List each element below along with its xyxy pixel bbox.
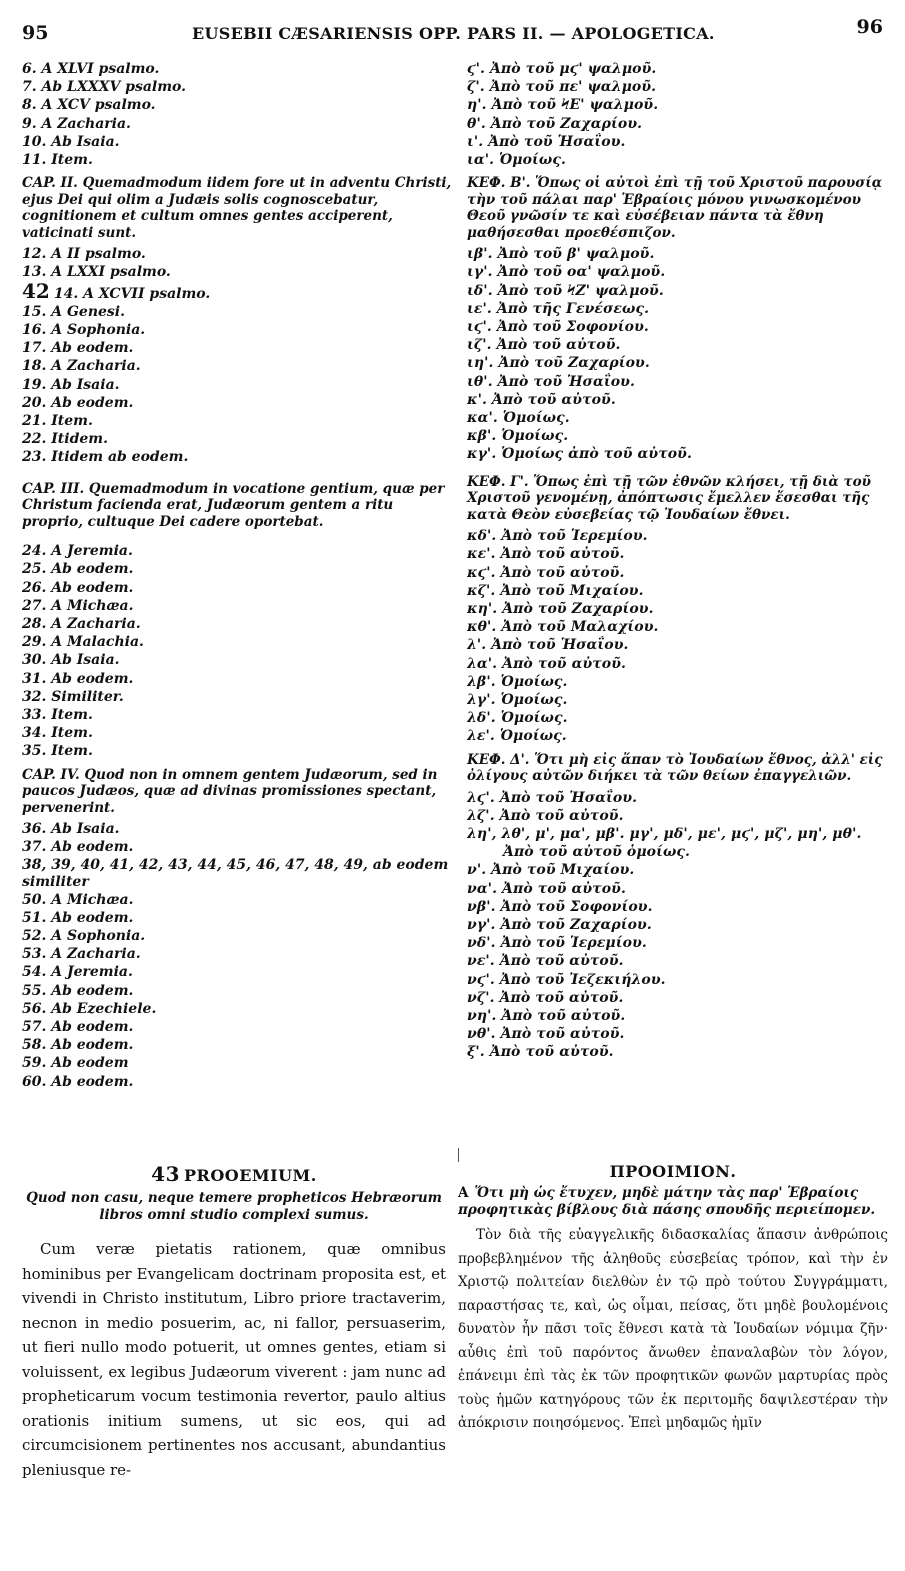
list-item: κβ'. Ὁμοίως. — [467, 428, 569, 445]
list-item: ιδ'. Ἀπὸ τοῦ ϞΖ' ψαλμοῦ. — [467, 282, 664, 299]
list-item: 56. Ab Ezechiele. — [22, 1000, 157, 1017]
list-item: 60. Ab eodem. — [22, 1073, 134, 1090]
list-item: 27. A Michæa. — [22, 597, 134, 614]
list-item: 16. A Sophonia. — [22, 322, 146, 339]
list-item: 30. Ab Isaia. — [22, 652, 120, 669]
list-item: 35. Item. — [22, 743, 93, 760]
latin-list-4 — [22, 820, 452, 1091]
list-item: λγ'. Ὁμοίως. — [467, 691, 568, 708]
list-item: 25. Ab eodem. — [22, 561, 134, 578]
greek-list-3 — [467, 527, 887, 745]
list-item: κ'. Ἀπὸ τοῦ αὐτοῦ. — [467, 391, 616, 408]
list-item: νδ'. Ἀπὸ τοῦ Ἱερεμίου. — [467, 935, 647, 952]
list-item: Ἀπὸ τοῦ αὐτοῦ ὁμοίως. — [503, 844, 691, 861]
list-item: ξ'. Ἀπὸ τοῦ αὐτοῦ. — [467, 1044, 614, 1061]
list-item: λη', λθ', μ', μα', μβ'. μγ', μδ', με', μϛ', μζ', μη', μθ'. — [467, 826, 862, 842]
list-item: ιγ'. Ἀπὸ τοῦ οα' ψαλμοῦ. — [467, 264, 666, 281]
list-item: ια'. Ὁμοίως. — [467, 152, 566, 169]
list-item: 29. A Malachia. — [22, 634, 144, 651]
column-divider — [458, 1148, 459, 1162]
page-header — [22, 16, 883, 46]
margin-marker: A — [458, 1185, 469, 1201]
list-item: νβ'. Ἀπὸ τοῦ Σοφονίου. — [467, 898, 653, 915]
list-item: λ'. Ἀπὸ τοῦ Ἡσαΐου. — [467, 637, 629, 654]
list-item: ιβ'. Ἀπὸ τοῦ β' ψαλμοῦ. — [467, 246, 655, 263]
list-item: ιη'. Ἀπὸ τοῦ Ζαχαρίου. — [467, 355, 650, 372]
prooemium-title-text: PROOEMIUM. — [184, 1166, 317, 1185]
list-item: ζ'. Ἀπὸ τοῦ πε' ψαλμοῦ. — [467, 79, 657, 96]
prooemium-title-latin — [22, 1162, 446, 1186]
list-item: κα'. Ὁμοίως. — [467, 410, 570, 427]
list-item: να'. Ἀπὸ τοῦ αὐτοῦ. — [467, 880, 626, 897]
list-item: κγ'. Ὁμοίως ἀπὸ τοῦ αὐτοῦ. — [467, 446, 692, 463]
list-item: 24. A Jeremia. — [22, 543, 133, 560]
list-item: νγ'. Ἀπὸ τοῦ Ζαχαρίου. — [467, 917, 652, 934]
list-item: νϛ'. Ἀπὸ τοῦ Ἰεζεκιήλου. — [467, 971, 666, 988]
list-item: 53. A Zacharia. — [22, 946, 141, 963]
list-item: 20. Ab eodem. — [22, 394, 134, 411]
chapter-heading-latin-3: CAP. III. Quemadmodum in vocatione gentium, quæ per Christum facienda erat, Judæorum gentem a ritu proprio, cultuque Dei cadere oportebat. — [22, 480, 445, 530]
chapter-heading-latin-2: CAP. II. Quemadmodum iidem fore ut in adventu Christi, ejus Dei qui olim a Judæis solis cognoscebatur, cognitionem et cultum omnes gentes acciperent, vaticinati sunt. — [22, 175, 452, 241]
list-item: 8. A XCV psalmo. — [22, 97, 156, 114]
margin-page-number: 42 — [22, 281, 50, 303]
prooemium-subtitle-latin: Quod non casu, neque temere propheticos Hebræorum libros omni studio complexi sumus. — [26, 1190, 442, 1223]
list-item: 19. Ab Isaia. — [22, 376, 120, 393]
list-item: 51. Ab eodem. — [22, 909, 134, 926]
list-item: 52. A Sophonia. — [22, 927, 146, 944]
prooemium-greek — [458, 1162, 888, 1436]
greek-list-4 — [467, 789, 887, 1062]
chapter-heading-greek-3: ΚΕΦ. Γ'. Ὅπως ἐπὶ τῇ τῶν ἐθνῶν κλήσει, τῇ διὰ τοῦ Χριστοῦ γενομένῃ, ἀπόπτωσις ἔμελλεν ἔσεσθαι τῆς κατὰ Θεὸν εὐσεβείας τῷ Ἰουδαίων ἔθνει. — [467, 473, 871, 523]
greek-index-column — [467, 60, 887, 1062]
list-item: 11. Item. — [22, 152, 93, 169]
list-item: 59. Ab eodem — [22, 1055, 129, 1072]
list-item: 7. Ab LXXXV psalmo. — [22, 79, 187, 96]
list-item: 13. A LXXI psalmo. — [22, 264, 171, 281]
latin-index-column — [22, 60, 452, 1091]
list-item: 33. Item. — [22, 706, 93, 723]
list-item — [22, 282, 452, 303]
greek-list-1 — [467, 60, 887, 169]
greek-list-2 — [467, 245, 887, 463]
list-item: λε'. Ὁμοίως. — [467, 728, 567, 745]
chapter-heading-latin-4: CAP. IV. Quod non in omnem gentem Judæorum, sed in paucos Judæos, quæ ad divinas promissiones spectant, pervenerint. — [22, 766, 438, 816]
list-item: 50. A Michæa. — [22, 891, 134, 908]
list-item: 31. Ab eodem. — [22, 670, 134, 687]
list-item: η'. Ἀπὸ τοῦ ϞΕ' ψαλμοῦ. — [467, 97, 659, 114]
list-item: 34. Item. — [22, 725, 93, 742]
latin-list-1 — [22, 60, 452, 169]
list-item: νε'. Ἀπὸ τοῦ αὐτοῦ. — [467, 953, 624, 970]
prooemium-body-greek: Τὸν διὰ τῆς εὐαγγελικῆς διδασκαλίας ἅπασιν ἀνθρώποις προβεβλημένον τῆς ἀληθοῦς εὐσεβείας τρόπον, καὶ τὴν ἐν Χριστῷ πολιτείαν διελθὼν ἐν τῷ πρὸ τούτου Συγγράμματι, παραστήσας τε, καὶ, ὡς οἶμαι, πείσας, ὅτι μηδὲ βουλομένοις δυνατὸν ἦν πᾶσι τοῖς ἔθνεσι κατὰ τὰ Ἰουδαίων νόμιμα ζῆν· αὖθις ἐπὶ τοῦ παρόντος ἄνωθεν ἐπαναλαβὼν τὸν λόγον, ἐπάνειμι ἐπὶ τὰς ἐκ τῶν προφητικῶν φωνῶν μαρτυρίας πρὸς τοὺς ἡμῶν κατηγόρους τῶν ἐκ περιτομῆς δαψιλεστέραν τὴν ἀπόκρισιν ποιησόμενος. Ἐπεὶ μηδαμῶς ἡμῖν — [458, 1227, 888, 1431]
page-number-left: 95 — [22, 22, 49, 44]
list-item: 22. Itidem. — [22, 431, 108, 448]
list-item: 58. Ab eodem. — [22, 1037, 134, 1054]
list-item: 54. A Jeremia. — [22, 964, 133, 981]
list-item: 6. A XLVI psalmo. — [22, 61, 160, 77]
list-item: κθ'. Ἀπὸ τοῦ Μαλαχίου. — [467, 619, 659, 636]
list-item: κζ'. Ἀπὸ τοῦ Μιχαίου. — [467, 582, 644, 599]
list-item: θ'. Ἀπὸ τοῦ Ζαχαρίου. — [467, 115, 643, 132]
list-item: λα'. Ἀπὸ τοῦ αὐτοῦ. — [467, 655, 627, 672]
list-item: ϛ'. Ἀπὸ τοῦ μϛ' ψαλμοῦ. — [467, 61, 657, 77]
list-item: λϛ'. Ἀπὸ τοῦ Ἡσαΐου. — [467, 789, 638, 806]
list-item: ιζ'. Ἀπὸ τοῦ αὐτοῦ. — [467, 337, 621, 354]
list-item: 57. Ab eodem. — [22, 1018, 134, 1035]
list-item: ιθ'. Ἀπὸ τοῦ Ἡσαΐου. — [467, 373, 635, 390]
latin-list-2 — [22, 245, 452, 466]
list-item: 17. Ab eodem. — [22, 340, 134, 357]
list-item: κη'. Ἀπὸ τοῦ Ζαχαρίου. — [467, 600, 654, 617]
list-item: νη'. Ἀπὸ τοῦ αὐτοῦ. — [467, 1008, 626, 1025]
list-item: 32. Similiter. — [22, 688, 124, 705]
list-item: ιϛ'. Ἀπὸ τοῦ Σοφονίου. — [467, 319, 649, 336]
page-number-right: 96 — [856, 16, 883, 38]
prooemium-latin — [22, 1162, 446, 1482]
list-item: κδ'. Ἀπὸ τοῦ Ἱερεμίου. — [467, 528, 648, 545]
list-item: κε'. Ἀπὸ τοῦ αὐτοῦ. — [467, 546, 625, 563]
list-item: 23. Itidem ab eodem. — [22, 449, 189, 466]
margin-page-number: 43 — [151, 1162, 180, 1186]
list-item: λζ'. Ἀπὸ τοῦ αὐτοῦ. — [467, 807, 624, 824]
list-item: 36. Ab Isaia. — [22, 821, 120, 838]
chapter-heading-greek-4: ΚΕΦ. Δ'. Ὅτι μὴ εἰς ἅπαν τὸ Ἰουδαίων ἔθνος, ἀλλ' εἰς ὀλίγους αὐτῶν διήκει τὰ τῶν θείων ἐπαγγελιῶν. — [467, 751, 883, 785]
list-item: 9. A Zacharia. — [22, 115, 131, 132]
list-item: 10. Ab Isaia. — [22, 133, 120, 150]
list-item: κϛ'. Ἀπὸ τοῦ αὐτοῦ. — [467, 564, 625, 581]
list-item: 26. Ab eodem. — [22, 579, 134, 596]
list-item-text: 14. A XCVII psalmo. — [53, 285, 211, 302]
list-item: λδ'. Ὁμοίως. — [467, 710, 568, 727]
list-item: 12. A II psalmo. — [22, 246, 146, 263]
list-item: 15. A Genesi. — [22, 303, 125, 320]
prooemium-subtitle-greek — [458, 1185, 888, 1218]
prooemium-title-greek: ΠΡΟΟΙΜΙΟΝ. — [609, 1162, 737, 1181]
prooemium-subtitle-text: Ὅτι μὴ ὡς ἔτυχεν, μηδὲ μάτην τὰς παρ' Ἑβραίοις προφητικὰς βίβλους διὰ πάσης σπουδῆς περιείπομεν. — [458, 1185, 876, 1218]
list-item: 18. A Zacharia. — [22, 358, 141, 375]
list-item: 28. A Zacharia. — [22, 615, 141, 632]
list-item: 37. Ab eodem. — [22, 839, 134, 856]
chapter-heading-greek-2: ΚΕΦ. Β'. Ὅπως οἱ αὐτοὶ ἐπὶ τῇ τοῦ Χριστοῦ παρουσίᾳ τὴν τοῦ πάλαι παρ' Ἑβραίοις μόνου γινωσκομένου Θεοῦ γνῶσίν τε καὶ εὐσέβειαν πάντα τὰ ἔθνη μαθήσεσθαι προεθέσπιζον. — [467, 175, 883, 241]
list-item: νζ'. Ἀπὸ τοῦ αὐτοῦ. — [467, 989, 624, 1006]
list-item: 55. Ab eodem. — [22, 982, 134, 999]
list-item: ν'. Ἀπὸ τοῦ Μιχαίου. — [467, 862, 635, 879]
latin-list-3 — [22, 542, 452, 760]
list-item: ι'. Ἀπὸ τοῦ Ἡσαΐου. — [467, 133, 626, 150]
running-title: EUSEBII CÆSARIENSIS OPP. PARS II. — APOLOGETICA. — [192, 24, 715, 43]
list-item: 38, 39, 40, 41, 42, 43, 44, 45, 46, 47, 48, 49, ab eodem similiter — [22, 856, 449, 890]
list-item: νθ'. Ἀπὸ τοῦ αὐτοῦ. — [467, 1026, 625, 1043]
list-item: λβ'. Ὁμοίως. — [467, 673, 568, 690]
list-item: ιε'. Ἀπὸ τῆς Γενέσεως. — [467, 300, 650, 317]
list-item: 21. Item. — [22, 413, 93, 430]
prooemium-body-latin: Cum veræ pietatis rationem, quæ omnibus hominibus per Evangelicam doctrinam proposita est, et vivendi in Christo institutum, Libro priore tractaverim, necnon in medio posuerim, ac, ni fallor, persuaserim, ut fieri nullo modo potuerit, ut omnes gentes, etiam si voluissent, ex legibus Judæorum viverent : jam nunc ad propheticarum vocum testimonia revertor, paulo altius orationis initium sumens, ut sic eos, qui ad circumcisionem pertinentes nos accusant, abundantius pleniusque re- — [22, 1240, 446, 1479]
